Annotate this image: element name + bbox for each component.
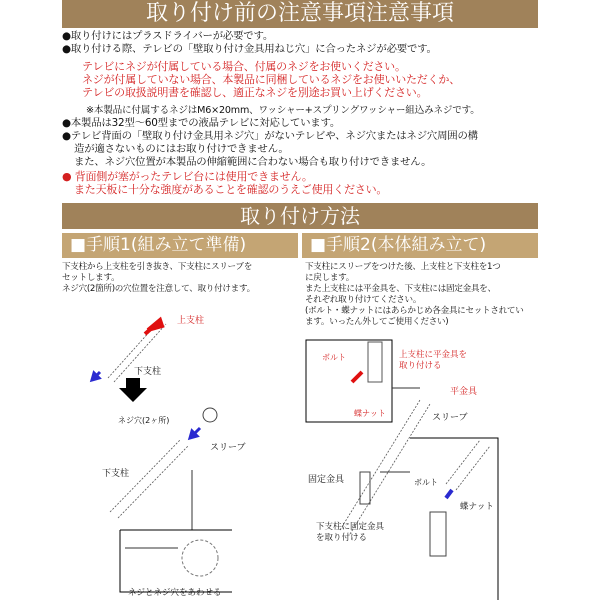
label-screw-holes: ネジ穴(2ヶ所) (118, 416, 170, 425)
step1-desc: セットします。 (62, 273, 120, 283)
label-align-screws: ネジとネジ穴をあわせる (128, 588, 222, 598)
method-title: 取り付け方法 (62, 203, 538, 229)
label-lower-pole: 下支柱 (102, 469, 130, 479)
precaution-line: 造が適さないものにはお取り付けできません。 (74, 143, 289, 155)
precaution-note: ※本製品に付属するネジはM6×20mm、ワッシャー+スプリングワッシャー組込みネジです。 (86, 105, 480, 116)
warning-line: ネジが付属していない場合、本製品に同梱しているネジをお使いいただくか、 (82, 73, 460, 86)
label-flat-bracket: 平金具 (450, 387, 478, 397)
label-attach-flat: 取り付ける (399, 361, 442, 371)
blue-arrow-icon (92, 372, 100, 380)
label-wing-nut: 蝶ナット (354, 409, 386, 418)
label-lower-pole: 下支柱 (134, 367, 162, 377)
down-arrow-icon (119, 378, 147, 402)
warning-line: テレビの取扱説明書を確認し、適正なネジを別途お買い上げください。 (82, 86, 428, 99)
label-wing-nut: 蝶ナット (460, 502, 494, 512)
label-sleeve: スリーブ (210, 443, 246, 453)
step1-title: ■手順1(組み立て準備) (62, 233, 298, 258)
precaution-line: ●本製品は32型～60型までの液晶テレビに対応しています。 (62, 117, 341, 129)
step2-desc: に戻します。 (305, 273, 355, 283)
label-bolt: ボルト (414, 478, 438, 487)
step1-desc: 下支柱から上支柱を引き抜き、下支柱にスリーブを (62, 262, 252, 272)
label-attach-fixed: を取り付ける (316, 533, 368, 543)
label-fixed-bracket: 固定金具 (308, 475, 345, 485)
label-attach-fixed: 下支柱に固定金具 (316, 522, 385, 532)
step2-desc: 下支柱にスリーブをつけた後、上支柱と下支柱を1つ (305, 262, 501, 272)
precaution-line: ●取り付ける際、テレビの「壁取り付け金具用ねじ穴」に合ったネジが必要です。 (62, 43, 437, 55)
step2-desc: ます。いったん外してご使用ください) (305, 317, 449, 327)
warning-line: ● 背面側が塞がったテレビ台には使用できません。 (62, 170, 313, 183)
precaution-line: ●取り付けにはプラスドライバーが必要です。 (62, 30, 274, 42)
blue-arrow-icon (446, 490, 452, 498)
blue-arrow-icon (190, 428, 200, 438)
red-arrow-icon (352, 372, 362, 382)
label-attach-flat: 上支柱に平金具を (399, 350, 468, 360)
step2-desc: また上支柱には平金具を、下支柱には固定金具を、 (305, 284, 496, 294)
step2-desc: それぞれ取り付けてください。 (305, 295, 422, 305)
label-upper-pole: 上支柱 (177, 316, 205, 326)
precaution-line: また、ネジ穴位置が本製品の伸縮範囲に合わない場合も取り付けできません。 (74, 156, 432, 168)
precautions-title: 取り付け前の注意事項注意事項 (62, 0, 538, 28)
precaution-line: ●テレビ背面の「壁取り付け金具用ネジ穴」がないテレビや、ネジ穴またはネジ穴周囲の構 (62, 130, 478, 142)
step1-desc: ネジ穴(2箇所)の穴位置を注意して、取り付けます。 (62, 284, 255, 294)
warning-line: また天板に十分な強度があることを確認のうえご使用ください。 (74, 183, 388, 196)
label-bolt: ボルト (322, 353, 346, 362)
step2-desc: (ボルト・蝶ナットにはあらかじめ各金具にセットされてい (305, 306, 524, 316)
step2-title: ■手順2(本体組み立て) (302, 233, 538, 258)
warning-line: テレビにネジが付属している場合、付属のネジをお使いください。 (82, 60, 406, 73)
label-sleeve: スリーブ (432, 413, 468, 423)
